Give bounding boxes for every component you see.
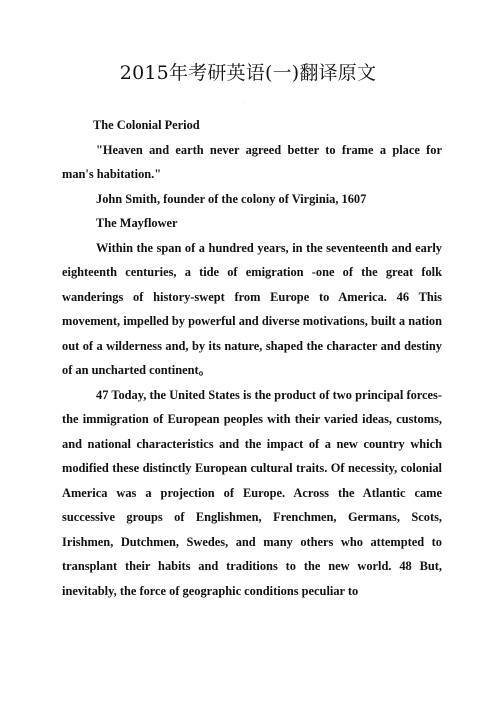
- epigraph-quote: "Heaven and earth never agreed better to frame a place for man's habitation.": [62, 142, 442, 181]
- document-body: [62, 113, 442, 603]
- epigraph-attribution: John Smith, founder of the colony of Virginia, 1607: [96, 191, 367, 206]
- section-heading-colonial-period: The Colonial Period: [93, 118, 200, 132]
- paragraph-emigration: Within the span of a hundred years, in the seventeenth and early eighteenth centuries, a tide of emigration -one of the great folk wanderings of history-swept from Europe to America. 46 This movement, impelled by powerful and diverse motivations, built a nation out of a wilderness and, by its nature, shaped the character and destiny of an uncharted continent。: [62, 240, 442, 377]
- section-heading-mayflower: The Mayflower: [96, 216, 178, 230]
- small-mark: ·: [243, 100, 245, 106]
- paragraph-forces: 47 Today, the United States is the product of two principal forces-the immigration of European peoples with their varied ideas, customs, and national characteristics and the impact of a new country which modified these distinctly European cultural traits. Of necessity, colonial America was a projection of Europe. Across the Atlantic came successive groups of Englishmen, Frenchmen, Germans, Scots, Irishmen, Dutchmen, Swedes, and many others who attempted to transplant their habits and traditions to the new world. 48 But, inevitably, the force of geographic conditions peculiar to: [62, 387, 442, 598]
- document-title: 2015年考研英语(一)翻译原文: [119, 62, 377, 84]
